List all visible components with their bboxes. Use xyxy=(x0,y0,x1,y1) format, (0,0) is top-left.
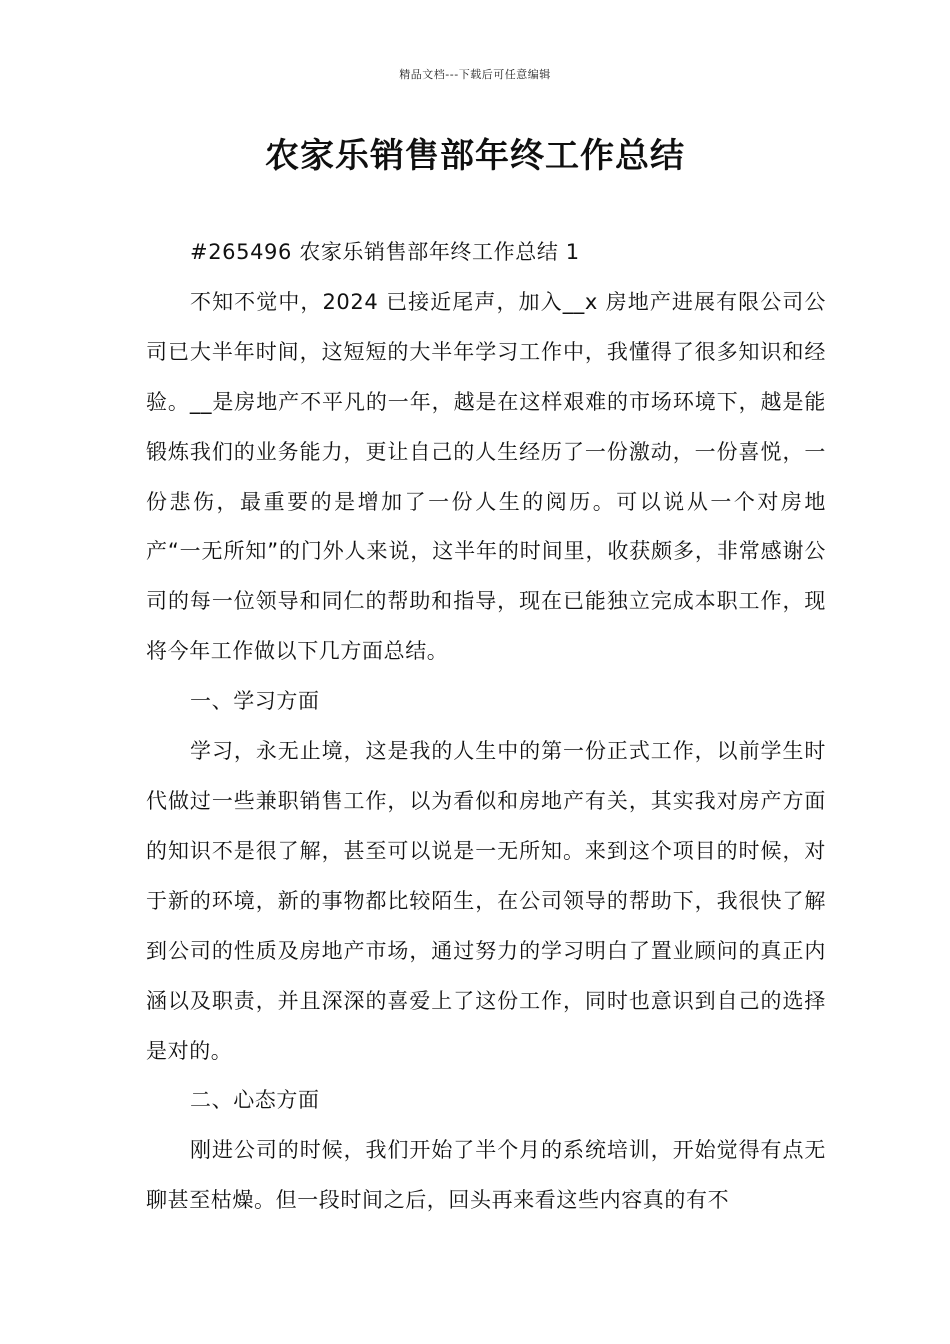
section-heading-mindset: 二、心态方面 xyxy=(190,1088,320,1113)
document-body xyxy=(146,228,826,1226)
body-paragraph: 学习，永无止境，这是我的人生中的第一份正式工作，以前学生时代做过一些兼职销售工作，以为看似和房地产有关，其实我对房产方面的知识不是很了解，甚至可以说是一无所知。来到这个项目的时候，对于新的环境，新的事物都比较陌生，在公司领导的帮助下，我很快了解到公司的性质及房地产市场，通过努力的学习明白了置业顾问的真正内涵以及职责，并且深深的喜爱上了这份工作，同时也意识到自己的选择是对的。 xyxy=(146,739,826,1063)
body-paragraph: 不知不觉中，2024 已接近尾声，加入__x 房地产进展有限公司公司已大半年时间，这短短的大半年学习工作中，我懂得了很多知识和经验。__是房地产不平凡的一年，越是在这样艰难的市场环境下，越是能锻炼我们的业务能力，更让自己的人生经历了一份激动，一份喜悦，一份悲伤，最重要的是增加了一份人生的阅历。可以说从一个对房地产“一无所知”的门外人来说，这半年的时间里，收获颇多，非常感谢公司的每一位领导和同仁的帮助和指导，现在已能独立完成本职工作，现将今年工作做以下几方面总结。 xyxy=(146,289,826,664)
section-heading-study: 一、学习方面 xyxy=(190,689,320,714)
body-paragraph: 刚进公司的时候，我们开始了半个月的系统培训，开始觉得有点无聊甚至枯燥。但一段时间之后，回头再来看这些内容真的有不 xyxy=(146,1138,826,1213)
header-note: 精品文档---下载后可任意编辑 xyxy=(399,68,551,81)
page-title: 农家乐销售部年终工作总结 xyxy=(265,136,685,176)
section-heading-number: #265496 农家乐销售部年终工作总结 1 xyxy=(190,240,580,264)
